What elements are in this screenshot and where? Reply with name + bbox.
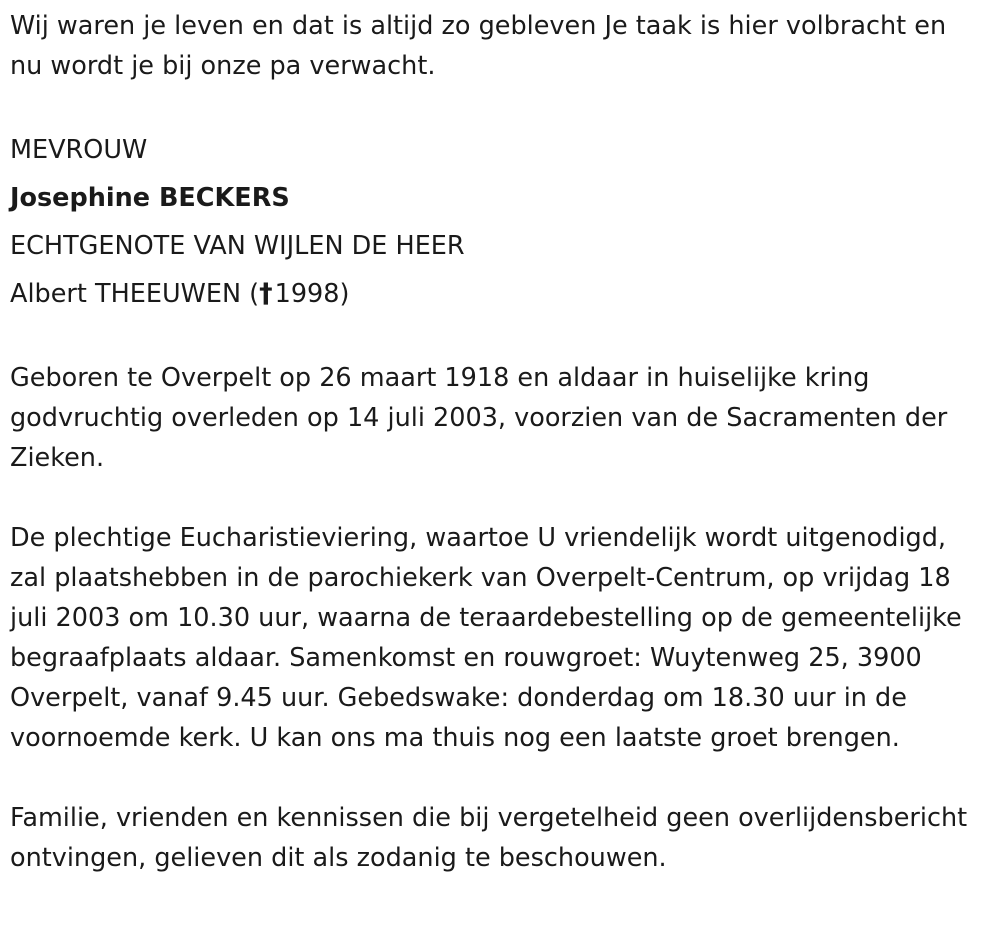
- relation-line: ECHTGENOTE VAN WIJLEN DE HEER: [10, 231, 465, 261]
- spacer: [10, 478, 985, 518]
- deceased-name: Josephine BECKERS: [10, 183, 290, 213]
- honorific: MEVROUW: [10, 135, 148, 165]
- birth-death-paragraph: Geboren te Overpelt op 26 maart 1918 en aldaar in huiselijke kring godvruchtig overleden op 14 juli 2003, voorzien van de Sacramenten der Zieken.: [10, 363, 948, 473]
- announcement-block: [10, 126, 985, 318]
- cross-icon: †: [259, 278, 273, 309]
- closing-paragraph: Familie, vrienden en kennissen die bij vergetelheid geen overlijdensbericht ontvingen, gelieven dit als zodanig te beschouwen.: [10, 803, 968, 873]
- spouse-name: Albert THEEUWEN (: [10, 279, 260, 309]
- spouse-death-year: 1998): [274, 279, 350, 309]
- spacer: [10, 318, 985, 358]
- ceremony-paragraph: De plechtige Eucharistieviering, waartoe U vriendelijk wordt uitgenodigd, zal plaatshebben in de parochiekerk van Overpelt-Centrum, op vrijdag 18 juli 2003 om 10.30 uur, waarna de teraardebestelling op de gemeentelijke begraafplaats aldaar. Samenkomst en rouwgroet: Wuytenweg 25, 3900 Overpelt, vanaf 9.45 uur. Gebedswake: donderdag om 18.30 uur in de voornoemde kerk. U kan ons ma thuis nog een laatste groet brengen.: [10, 523, 962, 753]
- spouse-line: [10, 270, 985, 318]
- spacer: [10, 86, 985, 126]
- spacer: [10, 758, 985, 798]
- motto-paragraph: Wij waren je leven en dat is altijd zo gebleven Je taak is hier volbracht en nu wordt je bij onze pa verwacht.: [10, 11, 947, 81]
